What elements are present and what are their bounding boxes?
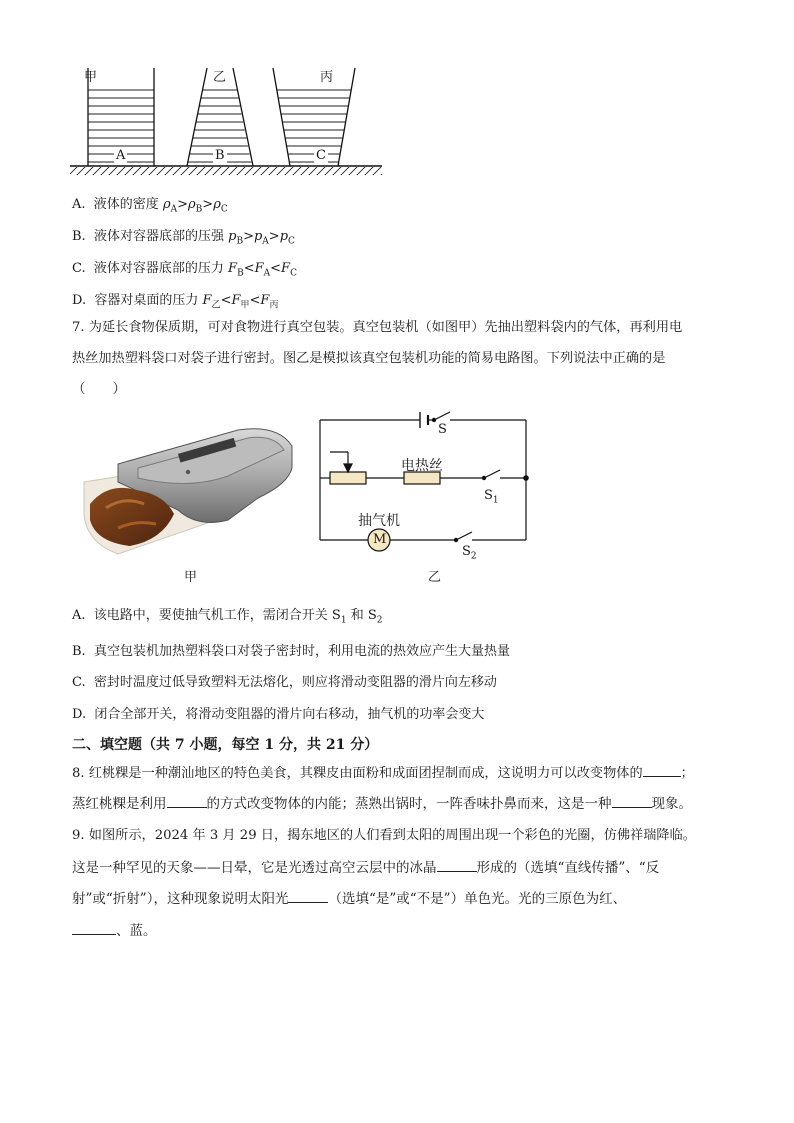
container-a-top-label: 甲 bbox=[84, 70, 98, 85]
option-text: 真空包装机加热塑料袋口对袋子密封时，利用电流的热效应产生大量热量 bbox=[93, 644, 510, 659]
answer-blank[interactable] bbox=[612, 793, 652, 808]
q8-line2 bbox=[72, 789, 692, 820]
q9-line3 bbox=[72, 884, 626, 915]
q9-text: 、蓝。 bbox=[116, 923, 157, 939]
q9-line1: 9. 如图所示，2024 年 3 月 29 日，揭东地区的人们看到太阳的周围出现一个彩色的光圈，仿佛祥瑞降临。 bbox=[72, 828, 696, 843]
container-c-top-label: 丙 bbox=[320, 70, 334, 85]
answer-blank[interactable] bbox=[72, 920, 116, 935]
q6-option-c[interactable]: C. 液体对容器底部的压力 $F_B<F_A<F_C$ bbox=[72, 261, 297, 279]
q9-text: 这是一种罕见的天象——日晕，它是光透过高空云层中的冰晶 bbox=[72, 860, 437, 876]
answer-blank[interactable] bbox=[643, 762, 681, 777]
switch-s-label: S bbox=[438, 422, 447, 437]
switch-s1-label: $S_1$ bbox=[484, 488, 499, 506]
option-letter: B. bbox=[72, 644, 86, 659]
option-letter: A. bbox=[72, 197, 86, 212]
q7-stem-line2: 热丝加热塑料袋口对袋子进行密封。图乙是模拟该真空包装机功能的简易电路图。下列说法中正确的是 bbox=[72, 351, 666, 366]
q8-text: 8. 红桃粿是一种潮汕地区的特色美食，其粿皮由面粉和成面团捏制而成，这说明力可以改变物体的 bbox=[72, 766, 643, 781]
q7-option-d[interactable] bbox=[72, 703, 484, 722]
q6-option-d[interactable]: D. 容器对桌面的压力 $F_乙<F_甲<F_丙$ bbox=[72, 293, 279, 311]
option-text: 密封时温度过低导致塑料无法熔化，则应将滑动变阻器的滑片向左移动 bbox=[93, 675, 497, 690]
option-letter: C. bbox=[72, 261, 86, 276]
option-letter: C. bbox=[72, 675, 86, 690]
answer-blank[interactable] bbox=[288, 888, 328, 903]
motor-symbol: M bbox=[373, 532, 387, 547]
q9-line4 bbox=[72, 916, 157, 947]
option-text: 容器对桌面的压力 bbox=[94, 293, 199, 308]
container-c-bottom-label: C bbox=[316, 148, 326, 163]
q8-line1 bbox=[72, 758, 694, 789]
option-text: 该电路中，要使抽气机工作，需闭合开关 $S_1$ 和 $S_2$ bbox=[93, 608, 383, 626]
option-letter: B. bbox=[72, 229, 86, 244]
q9-text: 射”或“折射”），这种现象说明太阳光 bbox=[72, 891, 289, 907]
q8-text: 现象。 bbox=[651, 796, 692, 812]
q8-text: ； bbox=[680, 766, 694, 781]
option-text: 液体对容器底部的压强 bbox=[93, 229, 224, 244]
figure-jia-caption: 甲 bbox=[184, 570, 198, 585]
pump-label: 抽气机 bbox=[358, 513, 400, 529]
answer-blank[interactable] bbox=[437, 857, 477, 872]
q7-option-c[interactable] bbox=[72, 671, 497, 690]
q8-text: 的方式改变物体的内能；蒸熟出锅时，一阵香味扑鼻而来，这是一种 bbox=[206, 796, 612, 812]
figure-yi-caption: 乙 bbox=[428, 570, 442, 585]
q9-text: （选填“是”或“不是”）单色光。光的三原色为红、 bbox=[328, 891, 627, 907]
option-letter: D. bbox=[72, 707, 87, 722]
q7-stem-line3: （ ） bbox=[72, 381, 126, 397]
q9-line2 bbox=[72, 853, 659, 884]
q6-option-b[interactable]: B. 液体对容器底部的压强 $p_B>p_A>p_C$ bbox=[72, 229, 295, 247]
switch-s2-label: $S_2$ bbox=[462, 544, 477, 562]
q7-option-b[interactable] bbox=[72, 640, 510, 659]
option-letter: D. bbox=[72, 293, 87, 308]
circuit-diagram bbox=[316, 406, 534, 566]
container-b-bottom-label: B bbox=[215, 148, 225, 163]
container-b-top-label: 乙 bbox=[213, 70, 227, 85]
option-text: 闭合全部开关，将滑动变阻器的滑片向右移动，抽气机的功率会变大 bbox=[94, 707, 485, 722]
q7-option-a[interactable] bbox=[72, 604, 382, 626]
vacuum-sealer-illustration bbox=[78, 424, 300, 556]
heater-label: 电热丝 bbox=[401, 458, 443, 474]
q8-text: 蒸红桃粿是利用 bbox=[72, 796, 167, 812]
section-two-title: 二、填空题（共 7 小题，每空 1 分，共 21 分） bbox=[72, 737, 379, 753]
q9-text: 形成的（选填“直线传播”、“反 bbox=[476, 860, 660, 876]
option-letter: A. bbox=[72, 608, 86, 623]
option-text: 液体对容器底部的压力 bbox=[93, 261, 224, 276]
answer-blank[interactable] bbox=[167, 793, 207, 808]
option-text: 液体的密度 bbox=[93, 197, 159, 212]
q7-stem-line1: 7. 为延长食物保质期，可对食物进行真空包装。真空包装机（如图甲）先抽出塑料袋内的气体，再利用电 bbox=[72, 320, 683, 335]
q6-option-a[interactable]: A. 液体的密度 $\rho_A>\rho_B>\rho_C$ bbox=[72, 197, 228, 215]
table-surface bbox=[70, 166, 382, 175]
container-a-bottom-label: A bbox=[116, 148, 126, 163]
